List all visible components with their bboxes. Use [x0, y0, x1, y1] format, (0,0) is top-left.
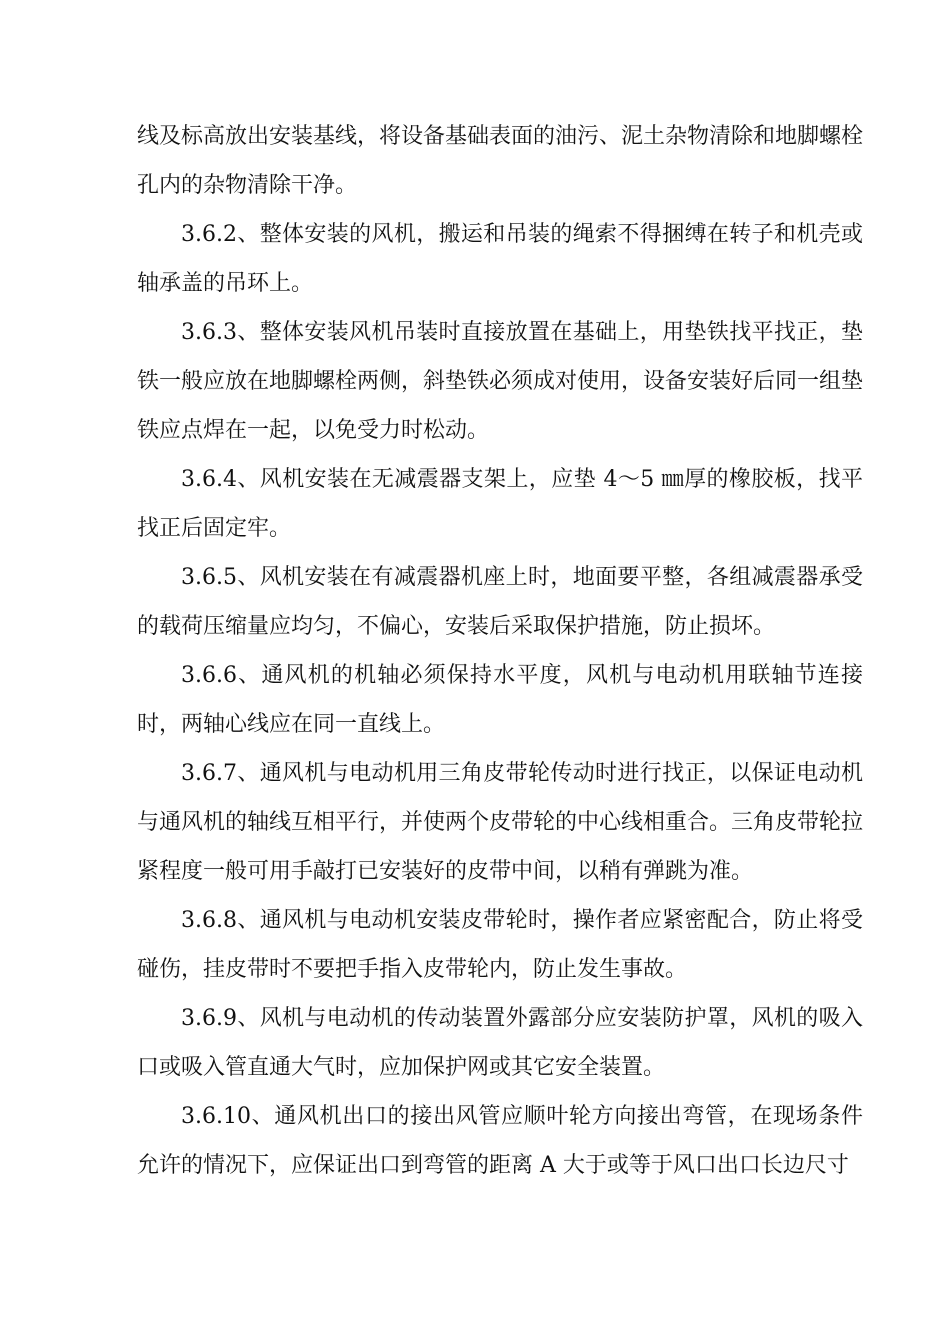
paragraph-3-6-10: 3.6.10、通风机出口的接出风管应顺叶轮方向接出弯管，在现场条件允许的情况下，应保证出口到弯管的距离 A 大于或等于风口出口长边尺寸 — [137, 1104, 863, 1178]
paragraph-3-6-7: 3.6.7、通风机与电动机用三角皮带轮传动时进行找正，以保证电动机与通风机的轴线互相平行，并使两个皮带轮的中心线相重合。三角皮带轮拉紧程度一般可用手敲打已安装好的皮带中间，以稍有弹跳为准。 — [137, 761, 864, 884]
paragraph-3-6-3: 3.6.3、整体安装风机吊装时直接放置在基础上，用垫铁找平找正，垫铁一般应放在地脚螺栓两侧，斜垫铁必须成对使用，设备安装好后同一组垫铁应点焊在一起，以免受力时松动。 — [137, 320, 864, 443]
paragraph-3-6-2: 3.6.2、整体安装的风机，搬运和吊装的绳索不得捆缚在转子和机壳或轴承盖的吊环上。 — [137, 222, 863, 296]
document-body — [137, 112, 863, 1190]
paragraph-3-6-6: 3.6.6、通风机的机轴必须保持水平度，风机与电动机用联轴节连接时，两轴心线应在同一直线上。 — [137, 663, 863, 737]
paragraph-3-6-8: 3.6.8、通风机与电动机安装皮带轮时，操作者应紧密配合，防止将受碰伤，挂皮带时不要把手指入皮带轮内，防止发生事故。 — [137, 908, 863, 982]
paragraph-3-6-9: 3.6.9、风机与电动机的传动装置外露部分应安装防护罩，风机的吸入口或吸入管直通大气时，应加保护网或其它安全装置。 — [137, 1006, 863, 1080]
paragraph-3-6-5: 3.6.5、风机安装在有减震器机座上时，地面要平整，各组减震器承受的载荷压缩量应均匀，不偏心，安装后采取保护措施，防止损坏。 — [137, 565, 863, 639]
paragraph-3-6-4: 3.6.4、风机安装在无减震器支架上，应垫 4～5 ㎜厚的橡胶板，找平找正后固定牢。 — [137, 467, 863, 541]
paragraph-continued: 线及标高放出安装基线，将设备基础表面的油污、泥土杂物清除和地脚螺栓孔内的杂物清除干净。 — [137, 124, 864, 198]
